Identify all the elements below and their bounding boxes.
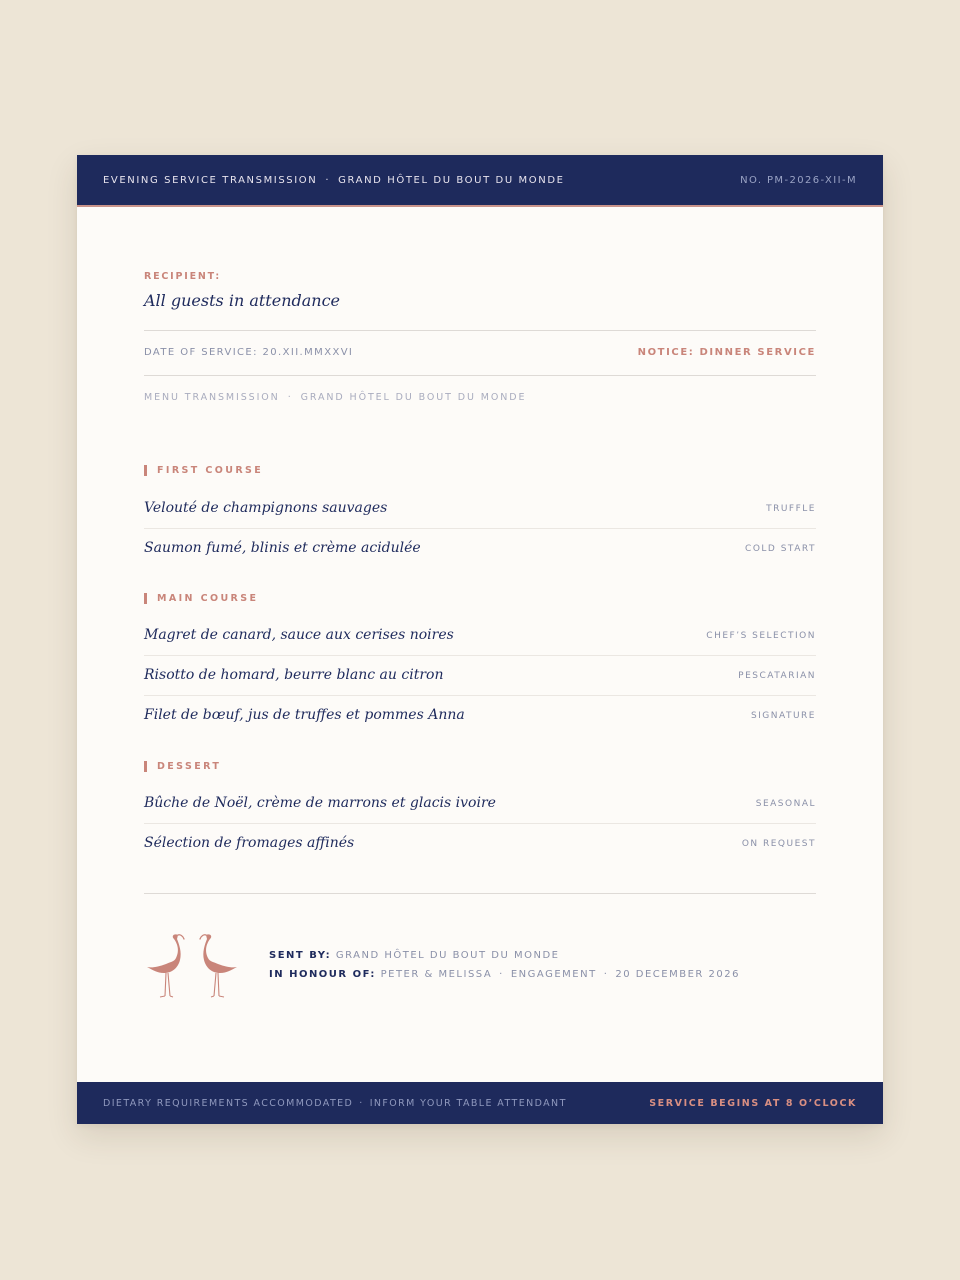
transmission-hotel: GRAND HÔTEL DU BOUT DU MONDE <box>300 392 527 403</box>
header-title: EVENING SERVICE TRANSMISSION <box>103 175 318 186</box>
dish-name: Saumon fumé, blinis et crème acidulée <box>144 540 421 556</box>
dietary-note: DIETARY REQUIREMENTS ACCOMMODATED <box>103 1098 354 1109</box>
dish-name: Bûche de Noël, crème de marrons et glacis ivoire <box>144 795 496 811</box>
dish-name: Filet de bœuf, jus de truffes et pommes Anna <box>144 707 465 723</box>
menu-item <box>144 835 816 875</box>
honour-couple: PETER & MELISSA <box>380 969 493 980</box>
header-separator: · <box>325 175 331 186</box>
in-honour-line <box>269 969 740 980</box>
divider <box>144 375 816 376</box>
notice-badge: NOTICE: DINNER SERVICE <box>637 347 816 358</box>
menu-item <box>144 627 816 667</box>
transmission-separator: · <box>287 392 293 403</box>
recipient-value: All guests in attendance <box>144 291 341 310</box>
menu-item <box>144 500 816 540</box>
dish-tag: SEASONAL <box>755 799 816 809</box>
service-date: DATE OF SERVICE: 20.XII.MMXXVI <box>144 347 354 358</box>
honour-separator: · <box>499 969 504 980</box>
item-divider <box>144 528 816 529</box>
sent-by-label: SENT BY: <box>269 950 332 961</box>
menu-item <box>144 667 816 707</box>
honour-occasion: ENGAGEMENT <box>510 969 597 980</box>
honour-label: IN HONOUR OF: <box>269 969 376 980</box>
item-divider <box>144 695 816 696</box>
dish-tag: PESCATARIAN <box>738 671 816 681</box>
dish-name: Magret de canard, sauce aux cerises noires <box>144 627 454 643</box>
dish-name: Sélection de fromages affinés <box>144 835 355 851</box>
item-divider <box>144 823 816 824</box>
sent-by-value: GRAND HÔTEL DU BOUT DU MONDE <box>335 950 560 961</box>
transmission-line <box>144 392 526 403</box>
dish-tag: ON REQUEST <box>741 839 816 849</box>
header-hotel-name: GRAND HÔTEL DU BOUT DU MONDE <box>338 175 565 186</box>
item-divider <box>144 655 816 656</box>
menu-item <box>144 795 816 835</box>
course-label-dessert: DESSERT <box>144 761 221 772</box>
honour-separator: · <box>603 969 609 980</box>
reference-number: NO. PM-2026-XII-M <box>740 175 857 186</box>
recipient-label: RECIPIENT: <box>144 271 222 282</box>
divider <box>144 330 816 331</box>
dish-name: Velouté de champignons sauvages <box>144 500 388 516</box>
dish-tag: COLD START <box>745 544 816 554</box>
header-title-group <box>103 175 565 186</box>
flamingo-pair-icon <box>144 930 240 1002</box>
course-label-first: FIRST COURSE <box>144 465 263 476</box>
sent-by-line <box>269 950 559 961</box>
transmission-label: MENU TRANSMISSION <box>144 392 280 403</box>
honour-date: 20 DECEMBER 2026 <box>615 969 740 980</box>
course-label-main: MAIN COURSE <box>144 593 258 604</box>
divider <box>144 893 816 894</box>
attendant-instruction: INFORM YOUR TABLE ATTENDANT <box>369 1098 567 1109</box>
footer-separator: · <box>359 1098 364 1109</box>
menu-item <box>144 540 816 580</box>
menu-card <box>77 155 883 1124</box>
dish-tag: SIGNATURE <box>750 711 816 721</box>
menu-item <box>144 707 816 747</box>
dish-tag: TRUFFLE <box>766 504 816 514</box>
dish-tag: CHEF’S SELECTION <box>706 631 816 641</box>
header-bar <box>77 155 883 207</box>
footer-note-group <box>103 1098 567 1109</box>
dish-name: Risotto de homard, beurre blanc au citron <box>144 667 444 683</box>
footer-bar <box>77 1082 883 1124</box>
service-time: SERVICE BEGINS AT 8 O’CLOCK <box>649 1098 857 1109</box>
